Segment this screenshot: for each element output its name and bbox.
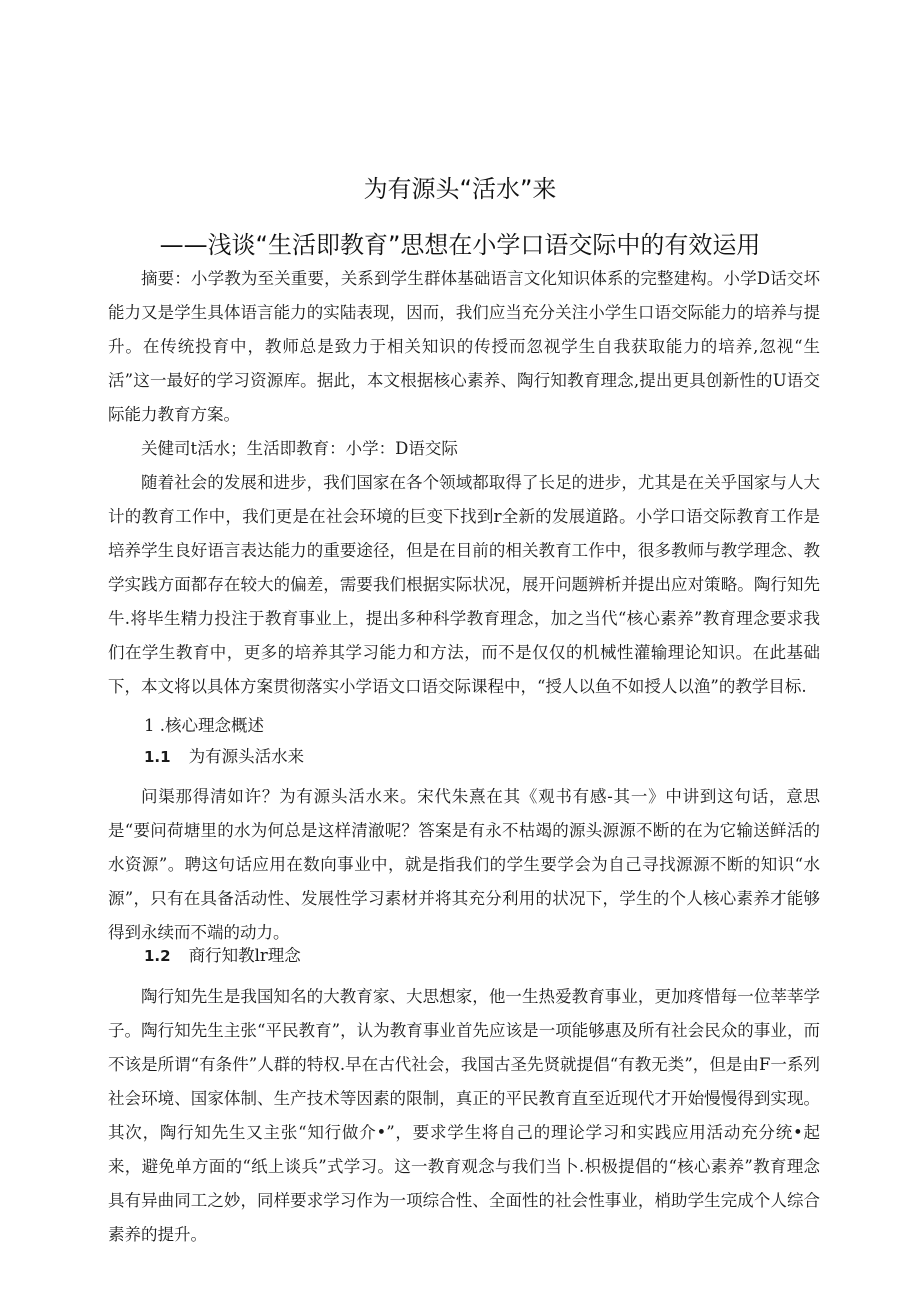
- document-title: 为有源头“活水”来: [363, 175, 557, 203]
- document-subtitle: ——浅谈“生活即教育”思想在小学口语交际中的有效运用: [159, 231, 761, 259]
- section-1-1-paragraph: 问渠那得清如许？为有源头活水来。宋代朱熹在其《观书有感-其一》中讲到这句话，意思是“要问荷塘里的水为何总是这样清澈呢？答案是有永不枯竭的源头源源不断的在为它输送鲜活的水资源”。聘这句话应用在数向事业中，就是指我们的学生要学会为自己寻找源源不断的知识“水源”，只有在具备活动性、发展性学习素材并将其充分利用的状况下，学生的个人核心素养才能够得到永续而不端的动力。: [108, 787, 820, 942]
- section-heading-1: 1 .核心理念概述: [144, 716, 264, 735]
- section-1-1-block: [108, 780, 820, 950]
- subsection-heading-1-2: [144, 944, 301, 968]
- abstract-paragraph: 摘要：小学教为至关重要，关系到学生群体基础语言文化知识体系的完整建构。小学D话交坏能力又是学生具体语言能力的实陆表现，因而，我们应当充分关注小学生口语交际能力的培养与提升。在传统投育中，教师总是致力于相关知识的传授而忽视学生自我获取能力的培养,忽视“生活”这一最好的学习资源库。据此，本文根据核心素养、陶行知教育理念,提出更具创新性的U语交际能力教育方案。: [108, 269, 820, 424]
- subsection-heading-1-1: [144, 745, 304, 769]
- abstract-block: [108, 262, 820, 432]
- section-1-2-paragraph: 陶行知先生是我国知名的大教育家、大思想家，他一生热爱教育事业，更加疼惜每一位莘莘学子。陶行知先生主张“平民教育”，认为教育事业首先应该是一项能够惠及所有社会民众的事业，而不该是所谓“有条件”人群的特权.早在古代社会，我国古圣先贤就提倡“有教无类”，但是由F一系列社会环境、国家体制、生产技术等因素的限制，真正的平民教育直至近现代才开始慢慢得到实现。其次，陶行知先生又主张“知行做介•”，要求学生将自己的理论学习和实践应用活动充分统•起来，避免单方面的“纸上谈兵”式学习。这一教育观念与我们当卜.枳极提倡的“核心素养”教育理念具有异曲同工之妙，同样要求学习作为一项综合性、全面性的社会性事业，梢助学生完成个人综合素养的提升。: [108, 987, 820, 1244]
- subsection-label: 商行知教lr理念: [188, 946, 301, 965]
- section-1-2-block: [108, 980, 820, 1252]
- subsection-label: 为有源头活水来: [188, 747, 305, 766]
- intro-block: [108, 466, 820, 704]
- keywords-block: [108, 432, 820, 466]
- keywords-paragraph: 关健司t活水；生活即教育：小学：D语交际: [141, 439, 458, 458]
- subsection-number: 1.1: [144, 748, 171, 766]
- subsection-number: 1.2: [144, 947, 171, 965]
- intro-paragraph: 随着社会的发展和进步，我们国家在各个领域都取得了长足的进步，尤其是在关乎国家与人大计的教育工作中，我们更是在社会环境的巨变下找到r全新的发展道路。小学口语交际教育工作是培养学生良好语言表达能力的重要途径，但是在目前的相关教育工作中，很多教师与教学理念、教学实践方面都存在较大的偏差，需要我们根据实际状况，展开问题辨析并提出应对策略。陶行知先牛.将毕生精力投注于教育事业上，提出多种科学教育理念，加之当代“核心素养”教育理念要求我们在学生教育中，更多的培养其学习能力和方法，而不是仅仅的机械性灌输理论知识。在此基础下，本文将以具体方案贯彻落实小学语文口语交际课程中，“授人以鱼不如授人以渔”的教学目标.: [108, 473, 820, 696]
